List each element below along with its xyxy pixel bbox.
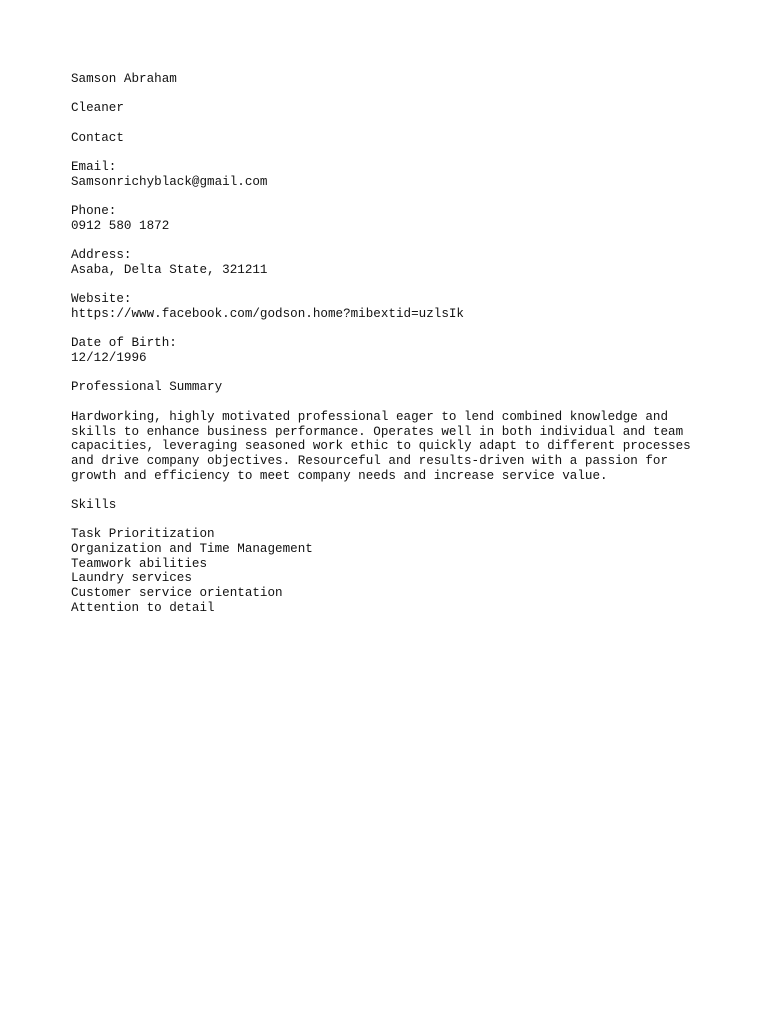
skill-item: Organization and Time Management [71,542,313,557]
skill-item: Laundry services [71,571,192,586]
spacer [71,395,711,410]
email-label: Email: [71,160,117,175]
summary-line: growth and efficiency to meet company needs and increase service value. [71,468,608,483]
skill-item: Teamwork abilities [71,556,208,571]
phone-value: 0912 580 1872 [71,218,170,233]
skills-heading: Skills [71,498,117,513]
summary-line: Hardworking, highly motivated professional eager to lend combined knowledge and [71,409,669,424]
website-value: https://www.facebook.com/godson.home?mibextid=uzlsIk [71,307,464,321]
spacer [71,116,711,131]
spacer [71,87,711,102]
job-title: Cleaner [71,101,124,116]
summary-line: and drive company objectives. Resourceful and results-driven with a passion for [71,453,669,468]
spacer [71,234,711,249]
spacer [71,513,711,528]
address-value: Asaba, Delta State, 321211 [71,262,268,277]
spacer [71,483,711,498]
skills-list [71,527,711,615]
contact-heading: Contact [71,130,124,145]
website-label: Website: [71,292,132,307]
summary-heading: Professional Summary [71,380,223,395]
spacer [71,278,711,293]
dob-label: Date of Birth: [71,336,177,351]
spacer [71,190,711,205]
skill-item: Customer service orientation [71,586,283,601]
resume-name: Samson Abraham [71,72,177,86]
summary-paragraph [71,410,701,484]
spacer [71,322,711,337]
email-value: Samsonrichyblack@gmail.com [71,174,268,189]
dob-value: 12/12/1996 [71,351,147,366]
address-label: Address: [71,248,132,263]
skill-item: Attention to detail [71,600,215,615]
summary-line: capacities, leveraging seasoned work ethic to quickly adapt to different processes [71,439,691,454]
spacer [71,145,711,160]
phone-label: Phone: [71,204,117,219]
resume-page [71,72,711,616]
skill-item: Task Prioritization [71,527,215,542]
spacer [71,366,711,381]
summary-line: skills to enhance business performance. Operates well in both individual and team [71,424,684,439]
